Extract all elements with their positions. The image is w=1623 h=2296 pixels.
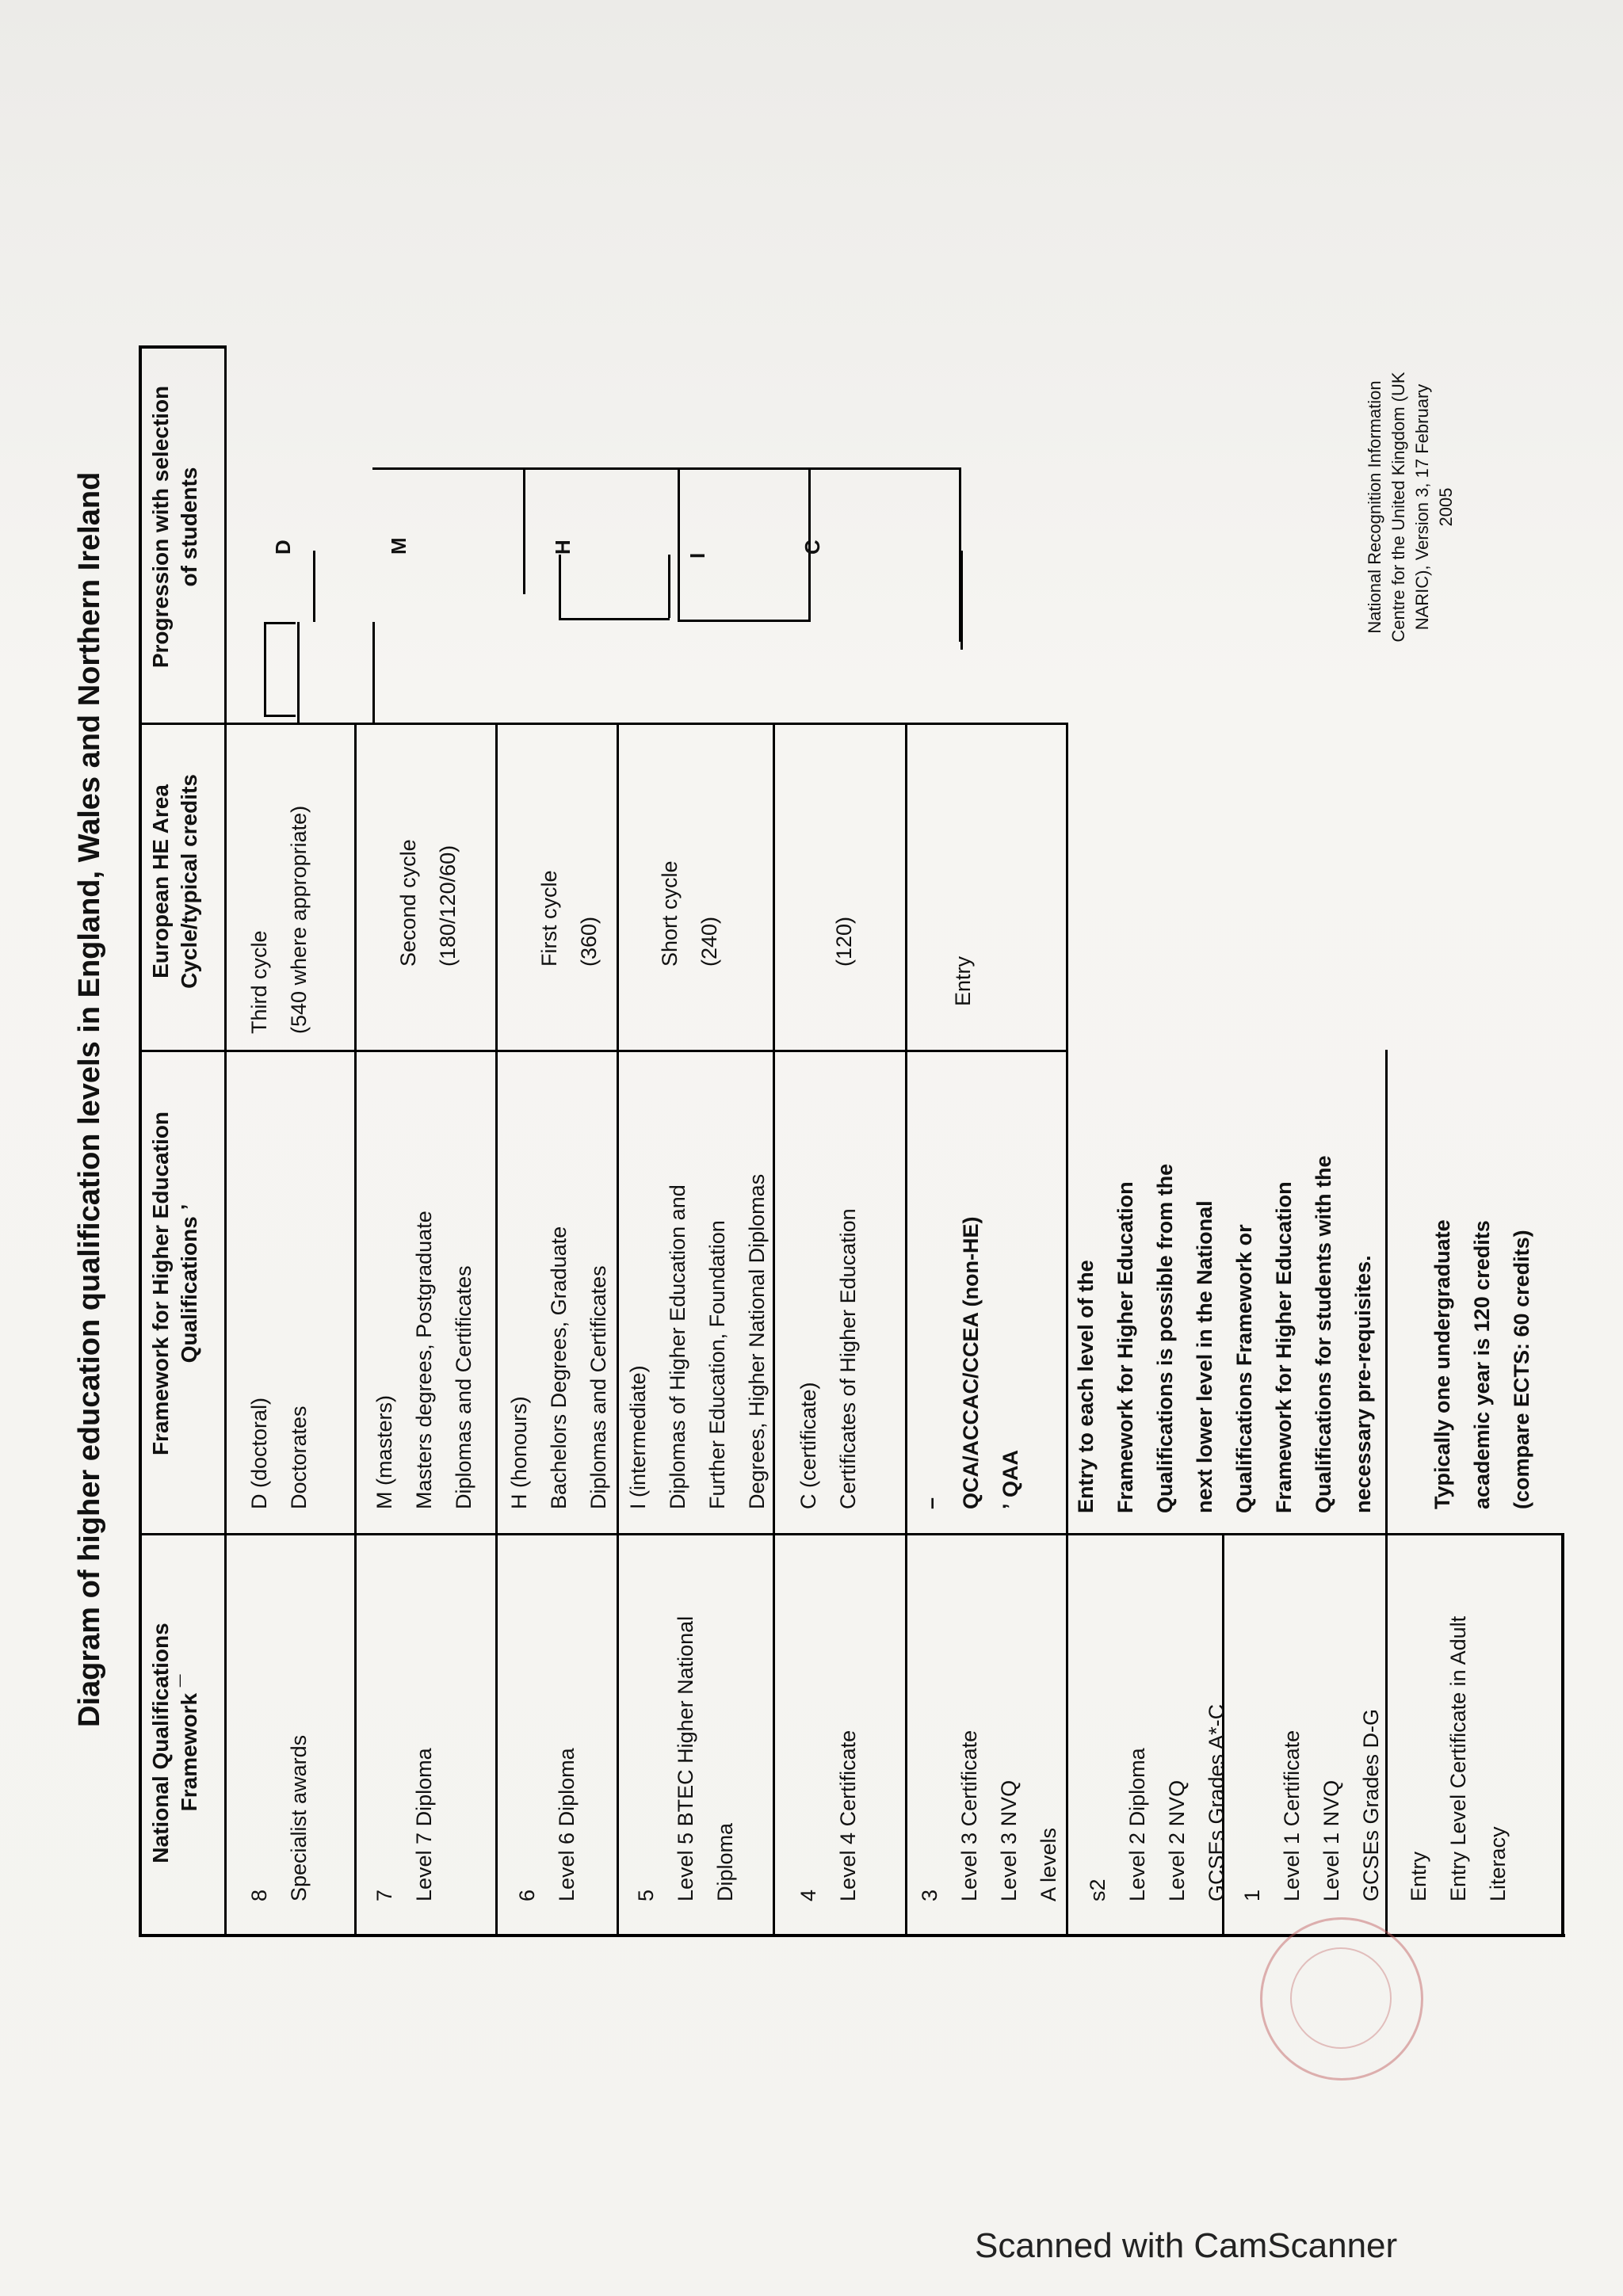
prog-h-bottom xyxy=(559,618,670,620)
prog-h-vert xyxy=(523,467,525,594)
prog-i-top xyxy=(678,467,808,470)
row-sep-4-3 xyxy=(905,723,907,1936)
ehea-header-2: Cycle/typical credits xyxy=(177,774,201,989)
nqf-header-1: National Qualifications xyxy=(148,1623,173,1863)
entry-note-5: Qualifications Framework or xyxy=(1232,1224,1256,1513)
nqf-2-award1: Level 2 Diploma xyxy=(1125,1748,1149,1901)
nqf-7 xyxy=(365,1748,444,1901)
entry-note-1: Entry to each level of the xyxy=(1074,1260,1098,1513)
fheq-6-code: H (honours) xyxy=(507,1396,531,1509)
nqf-2-award2: Level 2 NVQ xyxy=(1165,1779,1189,1901)
fheq-5 xyxy=(618,1174,777,1509)
nqf-entry-award1: Entry Level Certificate in Adult xyxy=(1446,1615,1470,1901)
prog-label-i: I xyxy=(685,552,709,559)
ehea-5-credits: (240) xyxy=(697,916,721,967)
title-text: Diagram of higher education qualification levels in England, Wales and Northern Ireland xyxy=(73,471,106,1727)
naric-credit-2: Centre for the United Kingdom (UK xyxy=(1388,372,1408,643)
nqf-3-award3: A levels xyxy=(1037,1827,1060,1901)
entry-note xyxy=(1066,1155,1383,1513)
fheq-3-dash: – xyxy=(919,1497,943,1509)
prog-h-top xyxy=(519,467,678,470)
nqf-1-award3: GCSEs Grades D-G xyxy=(1359,1708,1383,1901)
naric-credit-4: 2005 xyxy=(1436,487,1456,527)
entry-note-4: next lower level in the National xyxy=(1193,1200,1216,1513)
prog-label-c: C xyxy=(800,540,824,555)
prog-m-vert xyxy=(297,622,300,725)
fheq-4-code: C (certificate) xyxy=(796,1382,820,1509)
nqf-7-level: 7 xyxy=(372,1889,396,1901)
nqf-2-award3: GCSEs Grades A*-C xyxy=(1205,1703,1228,1901)
prog-d-bottom xyxy=(264,715,296,717)
fheq-7-code: M (masters) xyxy=(372,1395,396,1509)
entry-note-7: Qualifications for students with the xyxy=(1312,1155,1335,1513)
row-sep-7-6 xyxy=(495,723,498,1936)
ehea-7-credits: (180/120/60) xyxy=(436,845,460,967)
nqf-entry xyxy=(1399,1616,1518,1901)
nqf-2 xyxy=(1078,1704,1236,1901)
ehea-4-credits: (120) xyxy=(832,916,856,967)
ehea-bottom-edge xyxy=(1066,723,1068,1051)
fheq-5-desc2: Further Education, Foundation xyxy=(705,1220,729,1509)
entry-note-2: Framework for Higher Education xyxy=(1113,1181,1137,1513)
credit-note-2: academic year is 120 credits xyxy=(1470,1220,1494,1509)
naric-credit-3: NARIC), Version 3, 17 February xyxy=(1412,383,1432,631)
prog-h-link xyxy=(559,555,561,618)
nqf-4-level: 4 xyxy=(796,1889,820,1901)
naric-credit xyxy=(1363,341,1458,673)
ehea-8-cycle: Third cycle xyxy=(247,930,271,1034)
entry-note-8: necessary pre-requisites. xyxy=(1351,1255,1375,1513)
faint-seal-stamp xyxy=(1260,1917,1423,2081)
prog-d-top xyxy=(264,622,296,624)
nqf-8 xyxy=(239,1735,319,1901)
nqf-1-award1: Level 1 Certificate xyxy=(1280,1730,1304,1901)
fheq-7-desc1: Masters degrees, Postgraduate xyxy=(412,1211,436,1509)
fheq-5-desc1: Diplomas of Higher Education and xyxy=(666,1184,689,1509)
nqf-header-mark: ¯ xyxy=(177,1674,201,1688)
ehea-6-cycle: First cycle xyxy=(537,870,561,967)
ehea-8 xyxy=(239,806,319,1034)
prog-label-h: H xyxy=(551,540,575,555)
fheq-ehea-divider xyxy=(139,1050,1067,1052)
nqf-header-2: Framework xyxy=(177,1692,201,1812)
naric-credit-1: National Recognition Information xyxy=(1365,380,1384,634)
nqf-1-level: 1 xyxy=(1240,1889,1264,1901)
fheq-6-desc2: Diplomas and Certificates xyxy=(586,1265,610,1509)
note-sep xyxy=(1385,1050,1388,1535)
prog-d-arrow xyxy=(313,551,315,622)
nqf-5-award2: Diploma xyxy=(713,1822,737,1901)
nqf-6-level: 6 xyxy=(515,1889,539,1901)
nqf-entry-award2: Literacy xyxy=(1486,1826,1510,1901)
nqf-fheq-divider xyxy=(139,1533,1564,1535)
ehea-prog-divider xyxy=(139,723,1067,725)
entry-note-3: Qualifications is possible from the xyxy=(1153,1163,1177,1513)
entry-note-6: Framework for Higher Education xyxy=(1272,1181,1296,1513)
row-sep-8-7 xyxy=(354,723,357,1936)
ehea-4 xyxy=(824,917,864,967)
nqf-3 xyxy=(910,1730,1068,1901)
ehea-8-credits: (540 where appropriate) xyxy=(287,805,311,1034)
nqf-8-award: Specialist awards xyxy=(287,1734,311,1901)
nqf-entry-level: Entry xyxy=(1407,1851,1430,1901)
nqf-3-level: 3 xyxy=(918,1889,941,1901)
nqf-header-text xyxy=(147,1569,204,1917)
ehea-header-text xyxy=(147,729,204,1034)
ehea-header-1: European HE Area xyxy=(148,784,173,978)
prog-entry-line xyxy=(960,551,963,650)
nqf-3-award2: Level 3 NVQ xyxy=(997,1779,1021,1901)
credit-note-3: (compare ECTS: 60 credits) xyxy=(1510,1230,1533,1509)
fheq-header-text xyxy=(147,1054,204,1513)
fheq-7 xyxy=(365,1211,483,1509)
fheq-4 xyxy=(789,1208,868,1509)
nqf-4 xyxy=(789,1730,868,1901)
prog-right-edge xyxy=(139,345,142,726)
nqf-5-award1: Level 5 BTEC Higher National xyxy=(674,1615,697,1901)
prog-i-vert xyxy=(678,467,680,622)
nqf-5-level: 5 xyxy=(634,1889,658,1901)
fheq-6 xyxy=(499,1226,618,1509)
prog-header-text xyxy=(147,345,204,709)
fheq-3-body1: QCA/ACCAC/CCEA (non-HE) xyxy=(959,1216,983,1509)
fheq-7-desc2: Diplomas and Certificates xyxy=(452,1265,475,1509)
fheq-6-desc1: Bachelors Degrees, Graduate xyxy=(547,1226,571,1509)
prog-label-m: M xyxy=(387,537,411,555)
ehea-6 xyxy=(529,871,609,967)
prog-c-top xyxy=(808,467,959,470)
nqf-1 xyxy=(1232,1709,1391,1901)
ehea-3-entry: Entry xyxy=(951,955,975,1006)
credit-note-1: Typically one undergraduate xyxy=(1430,1219,1454,1509)
nqf-right-edge xyxy=(1561,1533,1564,1937)
prog-header-1: Progression with selection xyxy=(148,385,173,669)
nqf-1-award2: Level 1 NVQ xyxy=(1319,1779,1343,1901)
scanner-watermark: Scanned with CamScanner xyxy=(975,2226,1398,2265)
ehea-7 xyxy=(388,839,468,967)
credit-note xyxy=(1423,1219,1541,1509)
nqf-4-award: Level 4 Certificate xyxy=(836,1730,860,1901)
ehea-5-cycle: Short cycle xyxy=(658,860,682,967)
nqf-2-level: s2 xyxy=(1086,1878,1109,1901)
header-divider xyxy=(224,345,227,1936)
ehea-6-credits: (360) xyxy=(577,916,601,967)
prog-h-right xyxy=(668,555,670,618)
fheq-5-code: I (intermediate) xyxy=(626,1365,650,1509)
ehea-5 xyxy=(650,860,729,967)
fheq-header-1: Framework for Higher Education xyxy=(148,1111,173,1456)
prog-header-2: of students xyxy=(177,467,201,587)
prog-i-bottom xyxy=(678,620,808,622)
prog-d-line xyxy=(264,622,266,717)
nqf-left-edge xyxy=(139,835,142,1936)
nqf-6 xyxy=(507,1748,586,1901)
nqf-5 xyxy=(626,1616,745,1901)
fheq-8-code: D (doctoral) xyxy=(247,1397,271,1509)
ehea-3 xyxy=(943,956,983,1006)
fheq-3-body2: ʼ QAA xyxy=(999,1449,1022,1509)
nqf-6-award: Level 6 Diploma xyxy=(555,1748,579,1901)
fheq-5-desc3: Degrees, Higher National Diplomas xyxy=(745,1173,769,1509)
nqf-7-award: Level 7 Diploma xyxy=(412,1748,436,1901)
prog-m-top xyxy=(372,467,523,470)
fheq-header-2: Qualifications ʼ xyxy=(177,1203,201,1363)
fheq-3 xyxy=(911,1217,1030,1509)
nqf-3-award1: Level 3 Certificate xyxy=(957,1730,981,1901)
nqf-8-level: 8 xyxy=(247,1889,271,1901)
prog-label-d: D xyxy=(271,540,295,555)
fheq-8 xyxy=(239,1398,319,1509)
fheq-8-desc: Doctorates xyxy=(287,1405,311,1509)
ehea-7-cycle: Second cycle xyxy=(396,839,420,967)
prog-m-vert2 xyxy=(372,622,375,725)
fheq-4-desc: Certificates of Higher Education xyxy=(836,1208,860,1509)
